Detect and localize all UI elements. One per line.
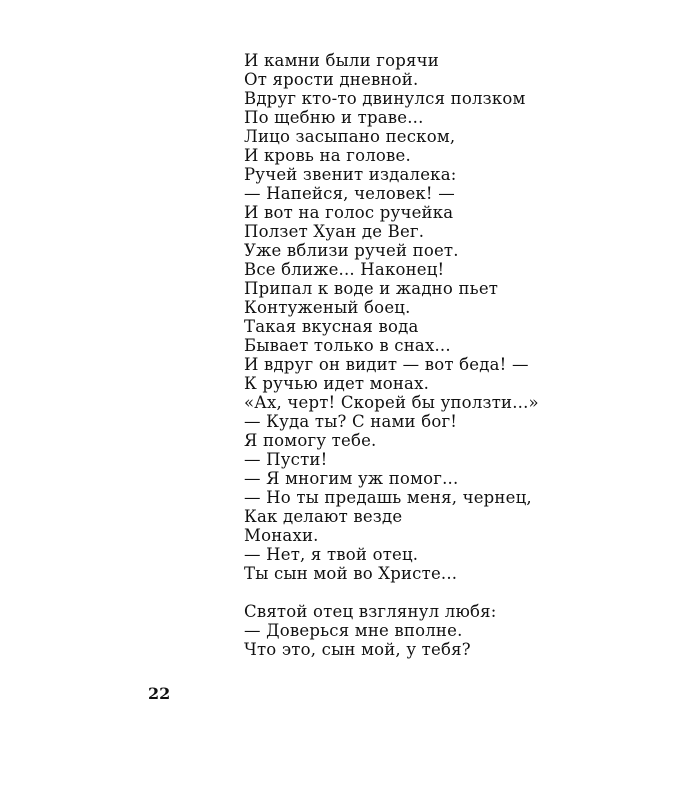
poem-line: Лицо засыпано песком,	[244, 127, 456, 146]
poem-line: Ручей звенит издалека:	[244, 165, 457, 184]
poem-text	[244, 51, 664, 659]
poem-line: Бывает только в снах...	[244, 336, 451, 355]
poem-line: Святой отец взглянул любя:	[244, 602, 497, 621]
poem-line: — Доверься мне вполне.	[244, 621, 463, 640]
poem-line: — Я многим уж помог...	[244, 469, 459, 488]
poem-line: Уже вблизи ручей поет.	[244, 241, 459, 260]
poem-line: Я помогу тебе.	[244, 431, 377, 450]
stanza-1	[244, 51, 664, 583]
page-number: 22	[148, 684, 171, 703]
poem-line: Что это, сын мой, у тебя?	[244, 640, 471, 659]
poem-line: И камни были горячи	[244, 51, 439, 70]
poem-line: И кровь на голове.	[244, 146, 411, 165]
poem-line: Все ближе... Наконец!	[244, 260, 445, 279]
poem-line: К ручью идет монах.	[244, 374, 430, 393]
poem-line: От ярости дневной.	[244, 70, 419, 89]
poem-line: — Нет, я твой отец.	[244, 545, 419, 564]
poem-line: «Ах, черт! Скорей бы уползти...»	[244, 393, 539, 412]
poem-line: Контуженый боец.	[244, 298, 411, 317]
poem-line: И вдруг он видит — вот беда! —	[244, 355, 529, 374]
poem-line: Вдруг кто-то двинулся ползком	[244, 89, 526, 108]
poem-line: По щебню и траве...	[244, 108, 424, 127]
stanza-2	[244, 602, 664, 659]
poem-line: — Напейся, человек! —	[244, 184, 455, 203]
poem-line: Такая вкусная вода	[244, 317, 419, 336]
poem-line: Монахи.	[244, 526, 319, 545]
poem-line: — Пусти!	[244, 450, 328, 469]
poem-line: — Но ты предашь меня, чернец,	[244, 488, 532, 507]
poem-line: Как делают везде	[244, 507, 403, 526]
poem-line: И вот на голос ручейка	[244, 203, 454, 222]
poem-line: — Куда ты? С нами бог!	[244, 412, 458, 431]
poem-line: Припал к воде и жадно пьет	[244, 279, 499, 298]
poem-line: Ты сын мой во Христе...	[244, 564, 458, 583]
poem-line: Ползет Хуан де Вег.	[244, 222, 425, 241]
